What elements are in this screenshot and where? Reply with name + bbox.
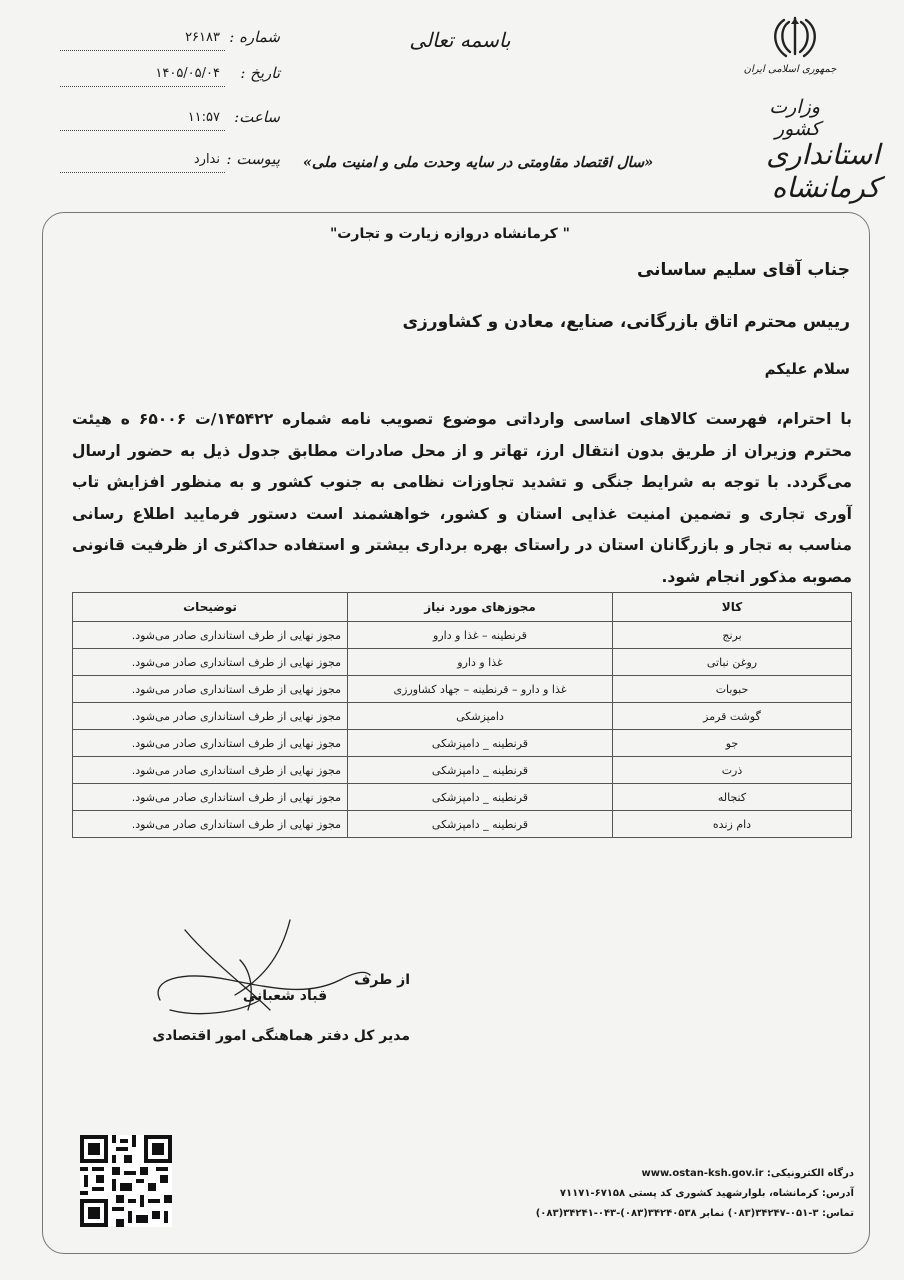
table-row [73,784,852,811]
table-header-row [73,593,852,622]
cell-permits: غذا و دارو – قرنطینه – جهاد کشاورزی [348,676,613,703]
field-label: تاریخ : [240,64,280,82]
recipient-name: جناب آقای سلیم ساسانی [636,260,850,280]
field-underline [60,50,225,51]
signature-image [140,900,380,1030]
field-value: ۱۱:۵۷ [187,110,220,125]
slogan: «سال اقتصاد مقاومتی در سایه وحدت ملی و امنیت ملی» [302,154,654,171]
ministry-name: وزارت کشور [769,96,820,140]
field-underline [60,130,225,131]
qr-code [80,1135,172,1227]
cell-permits: قرنطینه _ دامپزشکی [348,757,613,784]
header-permits: مجوزهای مورد نیاز [348,593,613,622]
cell-goods: برنج [613,622,852,649]
cell-notes: مجوز نهایی از طرف استانداری صادر می‌شود. [73,649,348,676]
cell-goods: جو [613,730,852,757]
cell-notes: مجوز نهایی از طرف استانداری صادر می‌شود. [73,757,348,784]
table-row [73,703,852,730]
cell-notes: مجوز نهایی از طرف استانداری صادر می‌شود. [73,676,348,703]
table-row [73,730,852,757]
emblem-caption: جمهوری اسلامی ایران [743,64,837,75]
field-underline [60,86,225,87]
cell-notes: مجوز نهایی از طرف استانداری صادر می‌شود. [73,622,348,649]
cell-notes: مجوز نهایی از طرف استانداری صادر می‌شود. [73,703,348,730]
cell-goods: گوشت قرمز [613,703,852,730]
letter-body: با احترام، فهرست کالاهای اساسی وارداتی موضوع تصویب نامه شماره ۱۴۵۴۲۲/ت ۶۵۰۰۶ ه هیئت محترم وزیران از طریق بدون انتقال ارز، تهاتر و از محل صادرات مطابق جدول ذیل به حضور ارسال می‌گردد. با توجه به شرایط جنگی و تشدید تجاوزات نظامی به جنوب کشور و به منظور افزایش تاب آوری تجاری و تضمین امنیت غذایی استان و کشور، خواهشمند است دستور فرمایید اطلاع رسانی مناسب به تجار و بازرگانان استان در راستای بهره برداری بیشتر و استفاده حداکثری از ظرفیت قانونی مصوبه مذکور انجام شود. [72,410,852,586]
cell-goods: روغن نباتی [613,649,852,676]
cell-permits: دامپزشکی [348,703,613,730]
field-value: ۱۴۰۵/۰۵/۰۴ [155,66,220,81]
field-date [60,64,280,90]
cell-goods: کنجاله [613,784,852,811]
table-row [73,811,852,838]
cell-permits: غذا و دارو [348,649,613,676]
cell-permits: قرنطینه _ دامپزشکی [348,784,613,811]
from-label: از طرف [354,972,410,988]
cell-notes: مجوز نهایی از طرف استانداری صادر می‌شود. [73,811,348,838]
cell-goods: دام زنده [613,811,852,838]
footer-address: آدرس: کرمانشاه، بلوارشهید کشوری کد پستی ۶۷۱۵۸-۷۱۱۷۱ [559,1188,854,1199]
footer-phone: تماس: ۳-۰۵۱-۳۴۲۴۷(۰۸۳) نمابر ۳۴۲۴۰۵۳۸(۰۸۳)-۰۴۳-۳۴۲۴۱(۰۸۳) [535,1208,854,1219]
cell-goods: ذرت [613,757,852,784]
header-notes: توضیحات [73,593,348,622]
bismillah: باسمه تعالی [409,28,511,52]
governorate-name: استانداری کرمانشاه [766,138,880,204]
cell-notes: مجوز نهایی از طرف استانداری صادر می‌شود. [73,784,348,811]
greeting: سلام علیکم [764,360,850,378]
table-row [73,622,852,649]
field-value: ندارد [193,152,220,167]
header-goods: کالا [613,593,852,622]
cell-goods: حبوبات [613,676,852,703]
table-row [73,676,852,703]
goods-table [72,592,852,838]
footer-portal: درگاه الکترونیکی: www.ostan-ksh.gov.ir [641,1168,854,1179]
recipient-title: رییس محترم اتاق بازرگانی، صنایع، معادن و کشاورزی [402,312,850,332]
cell-permits: قرنطینه _ دامپزشکی [348,811,613,838]
motto: " کرمانشاه دروازه زیارت و تجارت" [330,226,570,242]
cell-notes: مجوز نهایی از طرف استانداری صادر می‌شود. [73,730,348,757]
field-label: پیوست : [226,150,280,168]
cell-permits: قرنطینه – غذا و دارو [348,622,613,649]
emblem-icon [770,14,820,60]
cell-permits: قرنطینه _ دامپزشکی [348,730,613,757]
table-row [73,649,852,676]
signer-title: مدیر کل دفتر هماهنگی امور اقتصادی [152,1028,410,1044]
field-time [60,108,280,134]
field-attachment [60,150,280,176]
field-number [60,28,280,54]
signer-name: قباد شعبانی [242,988,328,1004]
field-label: ساعت: [234,108,280,126]
field-underline [60,172,225,173]
field-label: شماره : [229,28,280,46]
field-value: ۲۶۱۸۳ [185,30,220,45]
table-row [73,757,852,784]
